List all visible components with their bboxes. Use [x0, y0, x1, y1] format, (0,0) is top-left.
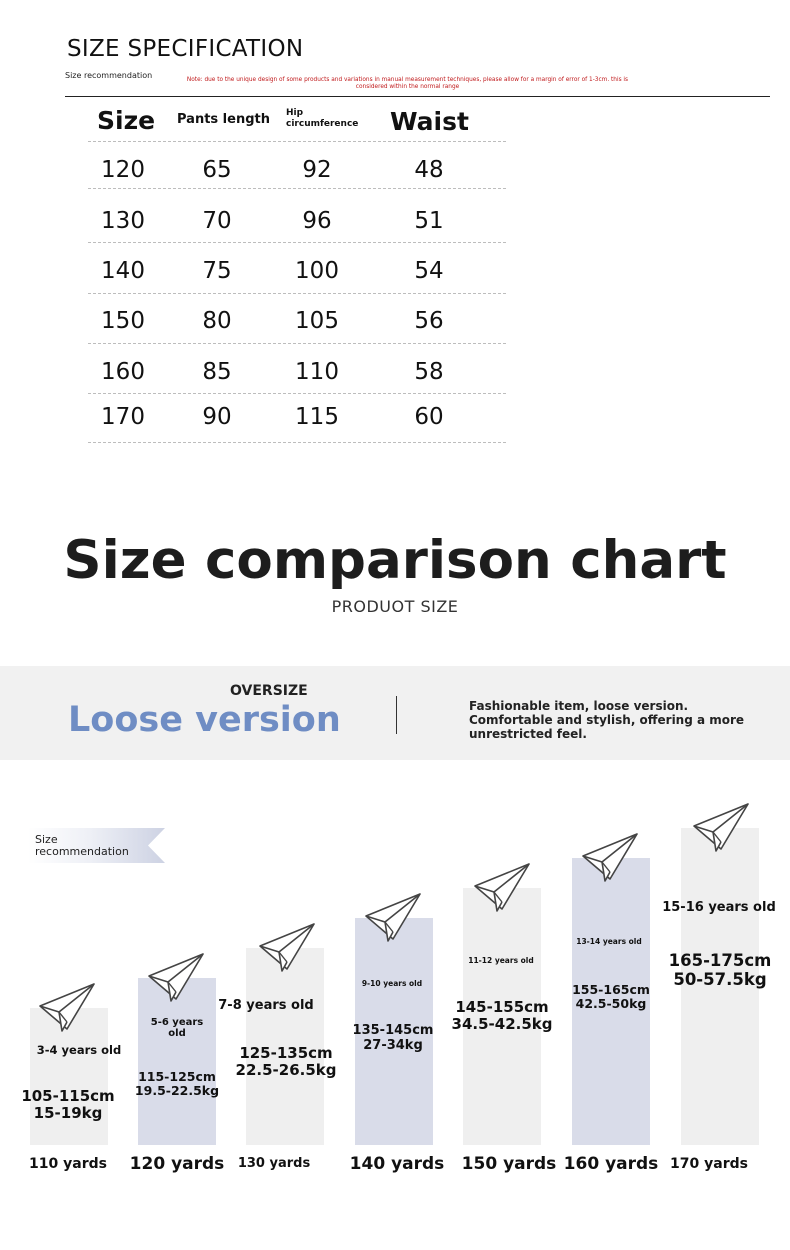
age-label: 15-16 years old [662, 900, 776, 915]
weight-range: 22.5-26.5kg [235, 1061, 337, 1079]
age-label: 13-14 years old [576, 937, 642, 946]
row-divider [88, 188, 506, 189]
age-label: 9-10 years old [361, 979, 423, 988]
spec-title: SIZE SPECIFICATION [67, 36, 304, 62]
spec-cell: 85 [202, 359, 232, 385]
paper-plane-icon [37, 982, 97, 1037]
yards-label: 140 yards [349, 1154, 445, 1174]
spec-cell: 110 [295, 359, 339, 385]
header-waist: Waist [390, 107, 469, 136]
spec-cell: 75 [202, 258, 232, 284]
spec-cell: 92 [302, 157, 332, 183]
comparison-title: Size comparison chart [63, 530, 727, 591]
yards-label: 130 yards [237, 1156, 311, 1171]
spec-cell: 70 [202, 208, 232, 234]
height-range: 125-135cm [239, 1044, 333, 1062]
height-range: 165-175cm [668, 951, 772, 970]
weight-range: 27-34kg [363, 1038, 423, 1053]
yards-label: 160 yards [563, 1154, 659, 1174]
spec-cell: 65 [202, 157, 232, 183]
height-range: 115-125cm [138, 1069, 216, 1084]
spec-cell: 54 [414, 258, 444, 284]
row-divider [88, 242, 506, 243]
weight-range: 19.5-22.5kg [134, 1083, 220, 1098]
comparison-subtitle: PRODUOT SIZE [331, 597, 459, 616]
banner-description: Fashionable item, loose version. Comfortable and stylish, offering a more unrestricted feel. [469, 699, 745, 741]
row-divider [88, 141, 506, 142]
weight-range: 34.5-42.5kg [451, 1015, 553, 1033]
age-label: 5-6 years old [150, 1017, 204, 1039]
yards-label: 150 yards [461, 1154, 557, 1174]
spec-cell: 96 [302, 208, 332, 234]
weight-range: 15-19kg [33, 1104, 103, 1122]
paper-plane-icon [691, 802, 751, 857]
spec-cell: 140 [101, 258, 145, 284]
header-size: Size [97, 106, 156, 135]
yards-label: 170 yards [670, 1156, 748, 1172]
row-divider [88, 343, 506, 344]
age-label: 3-4 years old [36, 1043, 122, 1057]
yards-label: 120 yards [129, 1154, 225, 1174]
spec-cell: 100 [295, 258, 339, 284]
oversize-label: OVERSIZE [230, 683, 308, 699]
spec-recommendation-label: Size recommendation [65, 71, 153, 80]
spec-cell: 105 [295, 308, 339, 334]
header-hip-circumference: Hip circumference [286, 108, 359, 129]
spec-cell: 160 [101, 359, 145, 385]
spec-cell: 120 [101, 157, 145, 183]
spec-cell: 80 [202, 308, 232, 334]
banner-divider [396, 696, 397, 734]
spec-cell: 48 [414, 157, 444, 183]
row-divider [88, 393, 506, 394]
divider [65, 96, 770, 97]
yards-label: 110 yards [29, 1156, 107, 1172]
measurement-note: Note: due to the unique design of some products and variations in manual measurement techniques, please allow for a margin of error of 1-3cm. this is considered within the normal range [186, 77, 629, 90]
age-label: 11-12 years old [468, 956, 534, 965]
spec-cell: 60 [414, 404, 444, 430]
spec-cell: 56 [414, 308, 444, 334]
paper-plane-icon [146, 952, 206, 1007]
spec-cell: 58 [414, 359, 444, 385]
spec-cell: 130 [101, 208, 145, 234]
weight-range: 42.5-50kg [575, 995, 647, 1011]
paper-plane-icon [580, 832, 640, 887]
height-range: 135-145cm [352, 1023, 434, 1038]
spec-cell: 115 [295, 404, 339, 430]
spec-cell: 150 [101, 308, 145, 334]
header-pants-length: Pants length [177, 112, 270, 127]
height-range: 145-155cm [455, 998, 549, 1016]
paper-plane-icon [472, 862, 532, 917]
paper-plane-icon [257, 922, 317, 977]
weight-range: 50-57.5kg [673, 970, 767, 989]
paper-plane-icon [363, 892, 423, 947]
spec-cell: 51 [414, 208, 444, 234]
recommendation-tag-label: Size recommendation [35, 833, 129, 858]
row-divider [88, 442, 506, 443]
height-range: 155-165cm [572, 982, 650, 997]
loose-version-heading: Loose version [68, 700, 341, 740]
spec-cell: 170 [101, 404, 145, 430]
height-range: 105-115cm [21, 1087, 115, 1105]
spec-cell: 90 [202, 404, 232, 430]
row-divider [88, 293, 506, 294]
age-label: 7-8 years old [218, 998, 314, 1013]
